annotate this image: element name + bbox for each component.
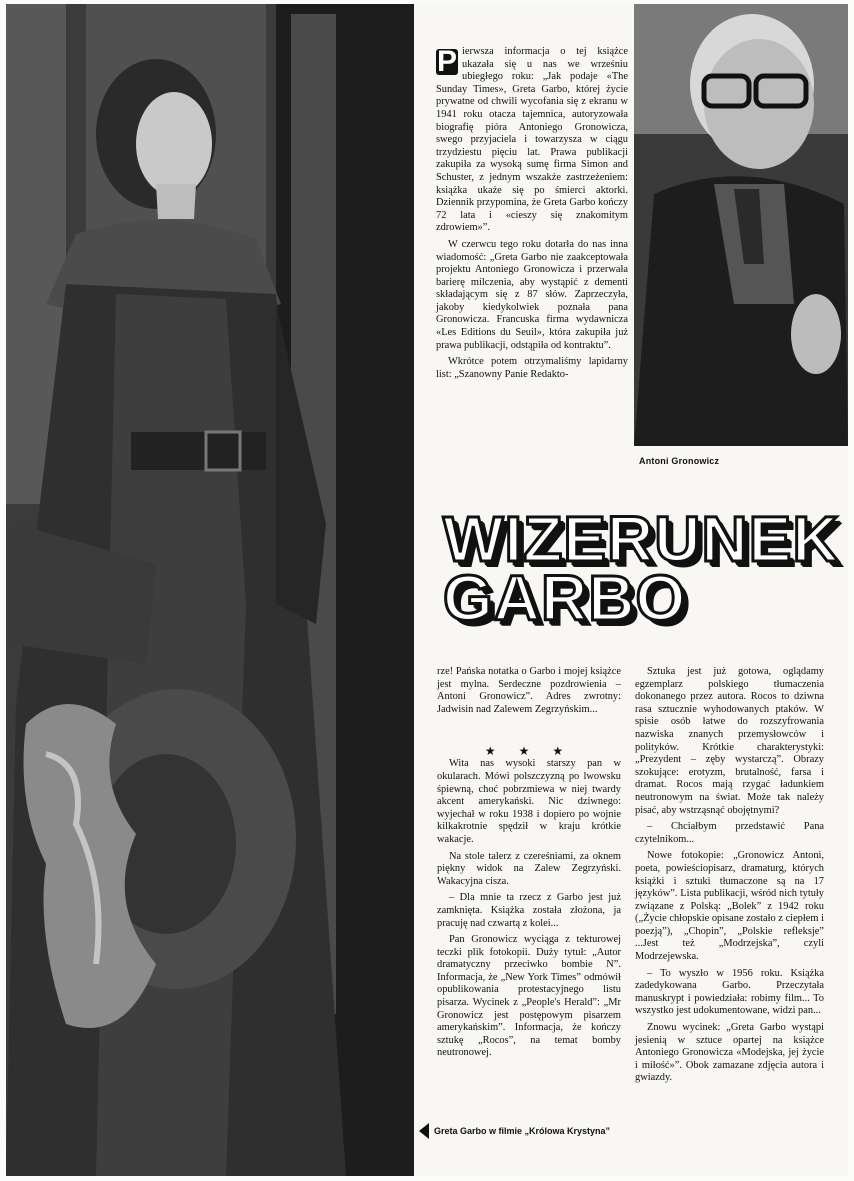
caption-arrow-icon — [419, 1123, 429, 1139]
lead-paragraph: P ierwsza informacja o tej książce ukazała się u nas we wrześniu ubiegłego roku: „Jak podaje «The Sunday Times», Greta Garbo, której życie prywatne od chwili wycofania się z ekranu w 1941 roku otacza tajemnica, autoryzowała biografię pióra Antoniego Gronowicza, swego przyjaciela i towarzysza w ciągu trzydziestu pięciu lat. Prawa publikacji zakupiła za wysoką sumę firma Simon and Schuster, z jednym wszakże zastrzeżeniem: książka ukaże się po śmierci aktorki. Dziennik przypomina, że Greta Garbo kończy 72 lata i «cieszy się znakomitym zdrowiem»”. — [436, 45, 628, 234]
antoni-gronowicz-illustration — [634, 4, 848, 446]
paragraph: Nowe fotokopie: „Gronowicz Antoni, poeta, powieściopisarz, dramaturg, których książki i sztuki tłumaczone są na 17 języków”. Lista publikacji, wśród nich tytuły związane z Polską: „Bolek” z 1942 roku („Życie chłopskie opisane zostało z ciepłem i poezją”), „Chopin”, „Polskie refleksje” ...Jest też „Modrzejska”, czyli Modrzejewska. — [635, 850, 824, 963]
paragraph: Na stole talerz z czereśniami, za oknem piękny widok na Zalew Zegrzyński. Wakacyjna cisza. — [437, 850, 621, 887]
article-title-line-1: WIZERUNEK — [443, 503, 840, 575]
magazine-page — [6, 4, 848, 1176]
paragraph: Wita nas wysoki starszy pan w okularach. Mówi polszczyzną po lwowsku śpiewną, choć pobrzmiewa w niej twardy akcent amerykański. Nic dziwnego: wyjechał w roku 1938 i dopiero po wojnie kilkakrotnie spędził w kraju krótkie wakacje. — [437, 758, 621, 845]
paragraph: Znowu wycinek: „Greta Garbo wystąpi jesienią w sztuce opartej na książce Antoniego Gronowicza «Modejska, jej życie i miłość»”. Obok zamazane zdjęcia autora i gwiazdy. — [635, 1022, 824, 1084]
article-column-1 — [436, 46, 628, 385]
right-photo-caption: Antoni Gronowicz — [639, 456, 720, 466]
greta-garbo-illustration — [6, 4, 414, 1176]
article-column-3 — [635, 666, 824, 1089]
section-divider-stars: ★ ★ ★ — [484, 744, 574, 758]
left-photo-caption-text: Greta Garbo w filmie „Królowa Krystyna” — [434, 1126, 611, 1136]
paragraph: W czerwcu tego roku dotarła do nas inna wiadomość: „Greta Garbo nie zaakceptowała projektu Antoniego Gronowicza i przerwała barierę milczenia, aby wystąpić z dementi składającym się z 87 słów. Zaprzeczyła, jakoby kiedykolwiek poznała pana Gronowicza. Francuska firma wydawnicza «Les Editions du Seuil», która zakupiła już prawa publikacji, odstąpiła od kontraktu”. — [436, 238, 628, 351]
article-column-2 — [437, 666, 621, 1064]
paragraph: rze! Pańska notatka o Garbo i mojej książce jest mylna. Serdeczne pozdrowienia – Antoni Gronowicz”. Adres zwrotny: Jadwisin nad Zalewem Zegrzyńskim... — [437, 666, 621, 715]
greta-garbo-photo — [6, 4, 414, 1176]
paragraph: Wkrótce potem otrzymaliśmy lapidarny list: „Szanowny Panie Redakto- — [436, 356, 628, 380]
antoni-gronowicz-photo — [634, 4, 848, 446]
drop-cap: P — [436, 45, 457, 78]
left-photo-caption — [419, 1123, 610, 1139]
article-title-line-2: GARBO — [443, 562, 687, 634]
paragraph: – Dla mnie ta rzecz z Garbo jest już zamknięta. Książka została złożona, ja pracuję nad czwartą z kolei... — [437, 892, 621, 929]
paragraph: – To wyszło w 1956 roku. Książka zadedykowana Garbo. Przeczytała manuskrypt i powiedziała: robimy film... To wszystko jest udokumentowane, widzi pan... — [635, 967, 824, 1017]
paragraph: Sztuka jest już gotowa, oglądamy egzemplarz polskiego tłumaczenia dokonanego przez autora. Rocos to dziwna rasa sztucznie wyhodowanych ptaków. W spisie osób łatwe do rozszyfrowania nazwiska znanych przemysłowców i polityków. Krótkie charakterystyki: „Prezydent – zęby wystarczą”. Obrazy szokujące: erotyzm, brutalność, farsa i dramat. Rocos mają rzygać ładunkiem neutronowym na świat. Może tak należy pisać, aby wstrząsnąć obojętnymi? — [635, 666, 824, 816]
paragraph: – Chciałbym przedstawić Pana czytelnikom... — [635, 821, 824, 845]
paragraph: Pan Gronowicz wyciąga z tekturowej teczki plik fotokopii. Duży tytuł: „Autor dramatyczny przeciwko bombie N”. Informacja, że „New York Times” odmówił opublikowania protestacyjnego listu pisarza. Wycinek z „People's Herald”: „Mr Gronowicz jest postępowym pisarzem amerykańskim”. Informacja, że kończy sztukę „Rocos”, na temat bomby neutronowej. — [437, 934, 621, 1059]
